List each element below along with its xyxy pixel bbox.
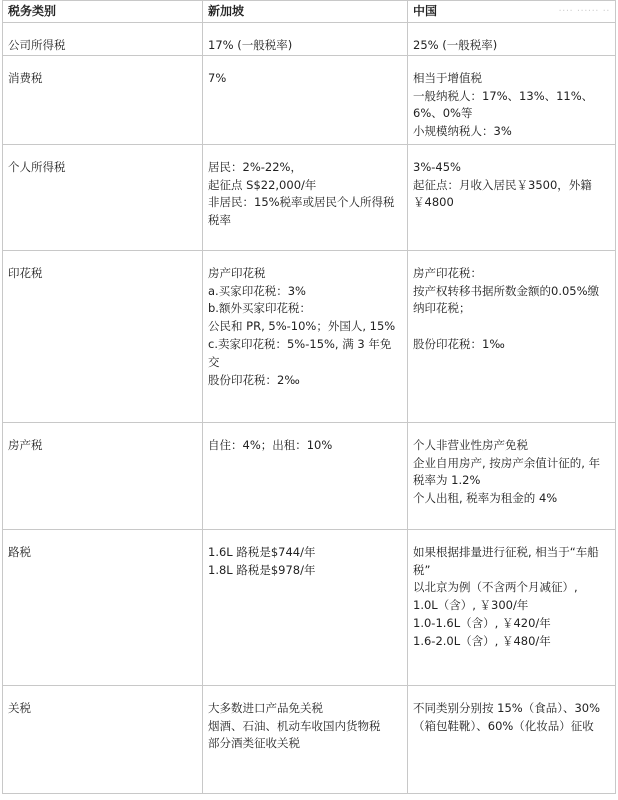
cell-china: [408, 55, 616, 144]
cell-line: 企业自用房产, 按房产余值计征的, 年税率为 1.2%: [413, 455, 601, 488]
category-label: 印花税: [8, 265, 43, 280]
cell-china: [408, 422, 616, 529]
cell-china: [408, 144, 616, 250]
cell-singapore: [203, 685, 408, 793]
cell-line: 按产权转移书据所数金额的0.05%缴纳印花税；: [413, 283, 600, 316]
table-body: [3, 23, 616, 794]
category-label: 公司所得税: [8, 38, 66, 52]
header-row: [3, 1, 616, 23]
cell-china: [408, 685, 616, 793]
cell-singapore: [203, 23, 408, 56]
cell-line: 公民和 PR, 5%-10%；外国人, 15%: [208, 319, 396, 334]
cell-category: [3, 144, 203, 250]
category-label: 路税: [8, 544, 31, 559]
cell-line: 股份印花税：1‰: [413, 336, 505, 351]
cell-line: a.买家印花税：3%: [208, 283, 306, 298]
header-china: 中国: [408, 1, 616, 23]
cell-category: [3, 250, 203, 422]
cell-line: 非居民：15%税率或居民个人所得税税率: [208, 195, 395, 228]
cell-category: [3, 685, 203, 793]
cell-line: 17% (一般税率): [208, 38, 293, 52]
table-row: [3, 685, 616, 793]
cell-line: 起征点：月收入居民￥3500，外籍￥4800: [413, 177, 592, 210]
table-row: [3, 250, 616, 422]
cell-line: 3%-45%: [413, 159, 461, 174]
cell-line: 小规模纳税人：3%: [413, 124, 512, 139]
cell-line: 房产印花税：: [413, 265, 482, 280]
tax-comparison-table: [2, 0, 616, 794]
cell-line: c.卖家印花税：5%-15%, 满 3 年免交: [208, 336, 392, 369]
cell-singapore: [203, 55, 408, 144]
cell-line: 1.6-2.0L（含）, ￥480/年: [413, 633, 551, 648]
cell-line: 1.0L（含）, ￥300/年: [413, 598, 529, 613]
cell-line: 起征点 S$22,000/年: [208, 177, 317, 192]
cell-singapore: [203, 529, 408, 685]
cell-singapore: [203, 250, 408, 422]
category-label: 个人所得税: [8, 159, 66, 174]
cell-category: [3, 55, 203, 144]
header-singapore: 新加坡: [203, 1, 408, 23]
cell-line: 1.0-1.6L（含）, ￥420/年: [413, 615, 551, 630]
category-label: 房产税: [8, 437, 43, 452]
cell-line: 7%: [208, 70, 227, 85]
cell-category: [3, 23, 203, 56]
cell-line: 大多数进口产品免关税: [208, 700, 323, 715]
table-row: [3, 422, 616, 529]
category-label: 关税: [8, 700, 31, 715]
cell-line: 如果根据排量进行征税, 相当于“车船税”: [413, 544, 599, 577]
blank-line: [413, 318, 609, 336]
cell-china: [408, 250, 616, 422]
cell-line: 一般纳税人：17%、13%、11%、6%、0%等: [413, 88, 594, 121]
cell-singapore: [203, 422, 408, 529]
header-category: 税务类别: [3, 1, 203, 23]
cell-category: [3, 422, 203, 529]
cell-line: 相当于增值税: [413, 70, 482, 85]
cell-line: 25% (一般税率): [413, 38, 498, 52]
cell-line: 以北京为例（不含两个月减征）,: [413, 580, 578, 595]
cell-china: [408, 23, 616, 56]
category-label: 消费税: [8, 70, 43, 85]
cell-line: 房产印花税: [208, 265, 266, 280]
cell-line: 不同类别分别按 15%（食品）、30%（箱包鞋靴）、60%（化妆品）征收: [413, 700, 601, 733]
cell-category: [3, 529, 203, 685]
table-row: [3, 23, 616, 56]
watermark: ···· ······ ··: [558, 6, 610, 17]
cell-line: b.额外买家印花税：: [208, 301, 311, 316]
cell-china: [408, 529, 616, 685]
table-row: [3, 144, 616, 250]
cell-singapore: [203, 144, 408, 250]
cell-line: 股份印花税：2‰: [208, 372, 300, 387]
cell-line: 居民：2%-22%，: [208, 159, 302, 174]
table-row: [3, 529, 616, 685]
cell-line: 自住：4%；出租：10%: [208, 437, 333, 452]
cell-line: 1.6L 路税是$744/年: [208, 544, 316, 559]
cell-line: 烟酒、石油、机动车收国内货物税: [208, 718, 381, 733]
cell-line: 个人非营业性房产免税: [413, 437, 528, 452]
table-row: [3, 55, 616, 144]
cell-line: 个人出租, 税率为租金的 4%: [413, 491, 558, 506]
cell-line: 1.8L 路税是$978/年: [208, 562, 316, 577]
cell-line: 部分酒类征收关税: [208, 736, 300, 751]
